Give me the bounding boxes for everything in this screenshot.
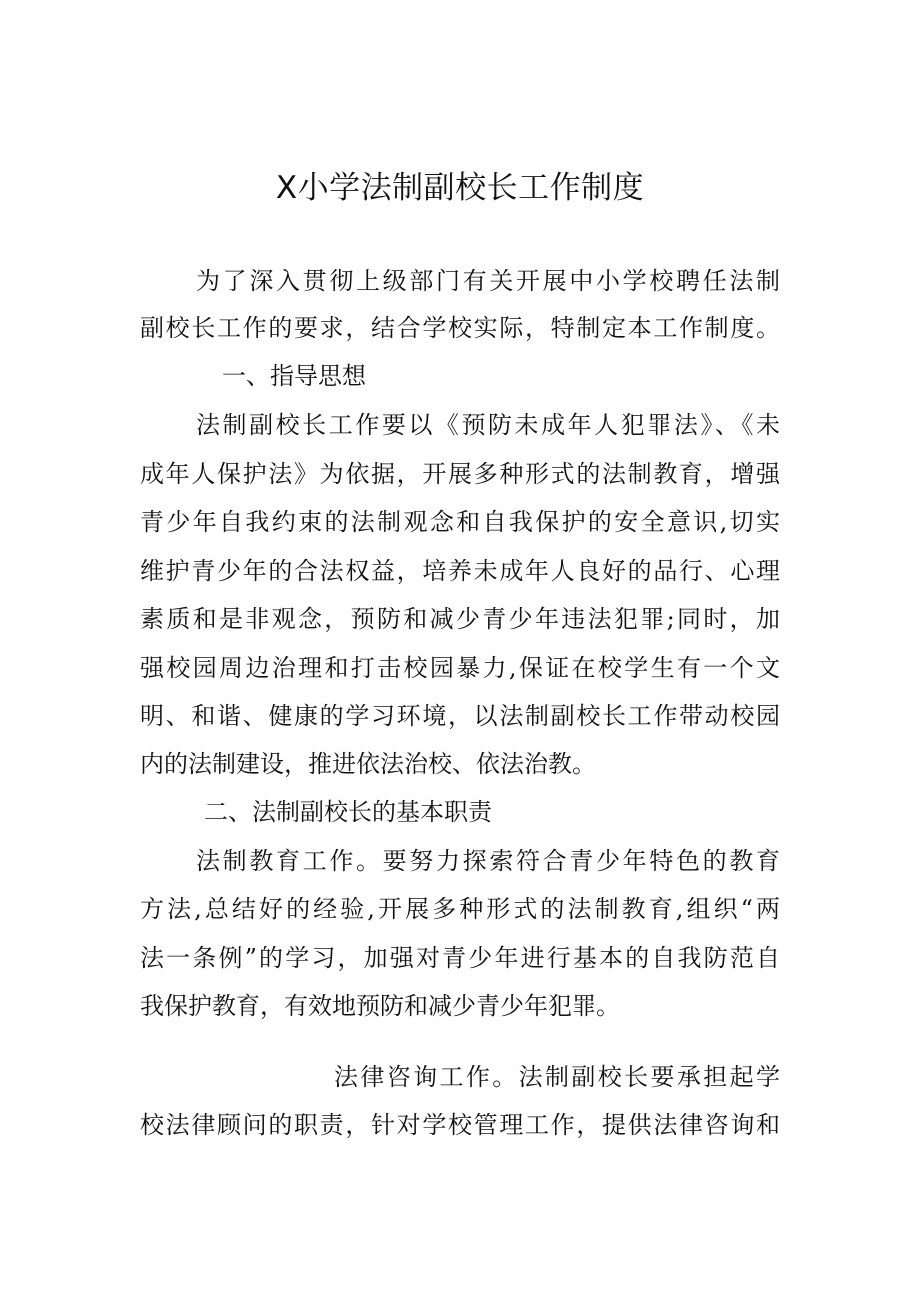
paragraph-line: 青少年自我约束的法制观念和自我保护的安全意识,切实	[140, 508, 780, 536]
paragraph-line: 法制教育工作。要努力探索符合青少年特色的教育	[196, 847, 780, 875]
paragraph-line: 为了深入贯彻上级部门有关开展中小学校聘任法制	[196, 267, 780, 295]
paragraph-line: 成年人保护法》为依据，开展多种形式的法制教育，增强	[140, 460, 780, 488]
paragraph-line: 校法律顾问的职责，针对学校管理工作，提供法律咨询和	[140, 1111, 780, 1139]
section-heading: 二、法制副校长的基本职责	[204, 798, 492, 826]
paragraph-line: 方法,总结好的经验,开展多种形式的法制教育,组织“两	[140, 895, 780, 923]
paragraph-line: 副校长工作的要求，结合学校实际，特制定本工作制度。	[140, 314, 780, 342]
paragraph-line: 明、和谐、健康的学习环境，以法制副校长工作带动校园	[140, 702, 780, 730]
section-heading: 一、指导思想	[222, 362, 366, 390]
paragraph-line: 维护青少年的合法权益，培养未成年人良好的品行、心理	[140, 557, 780, 585]
paragraph-line: 素质和是非观念，预防和减少青少年违法犯罪;同时，加	[140, 605, 780, 633]
paragraph-line: 法制副校长工作要以《预防未成年人犯罪法》、《未	[196, 411, 780, 439]
paragraph-line: 内的法制建设，推进依法治校、依法治教。	[140, 750, 596, 778]
document-title: X小学法制副校长工作制度	[275, 170, 645, 206]
paragraph-line: 强校园周边治理和打击校园暴力,保证在校学生有一个文	[140, 654, 780, 682]
paragraph-line: 法律咨询工作。法制副校长要承担起学	[334, 1063, 780, 1091]
paragraph-line: 法一条例”的学习，加强对青少年进行基本的自我防范自	[140, 944, 780, 972]
paragraph-line: 我保护教育，有效地预防和减少青少年犯罪。	[140, 992, 620, 1020]
